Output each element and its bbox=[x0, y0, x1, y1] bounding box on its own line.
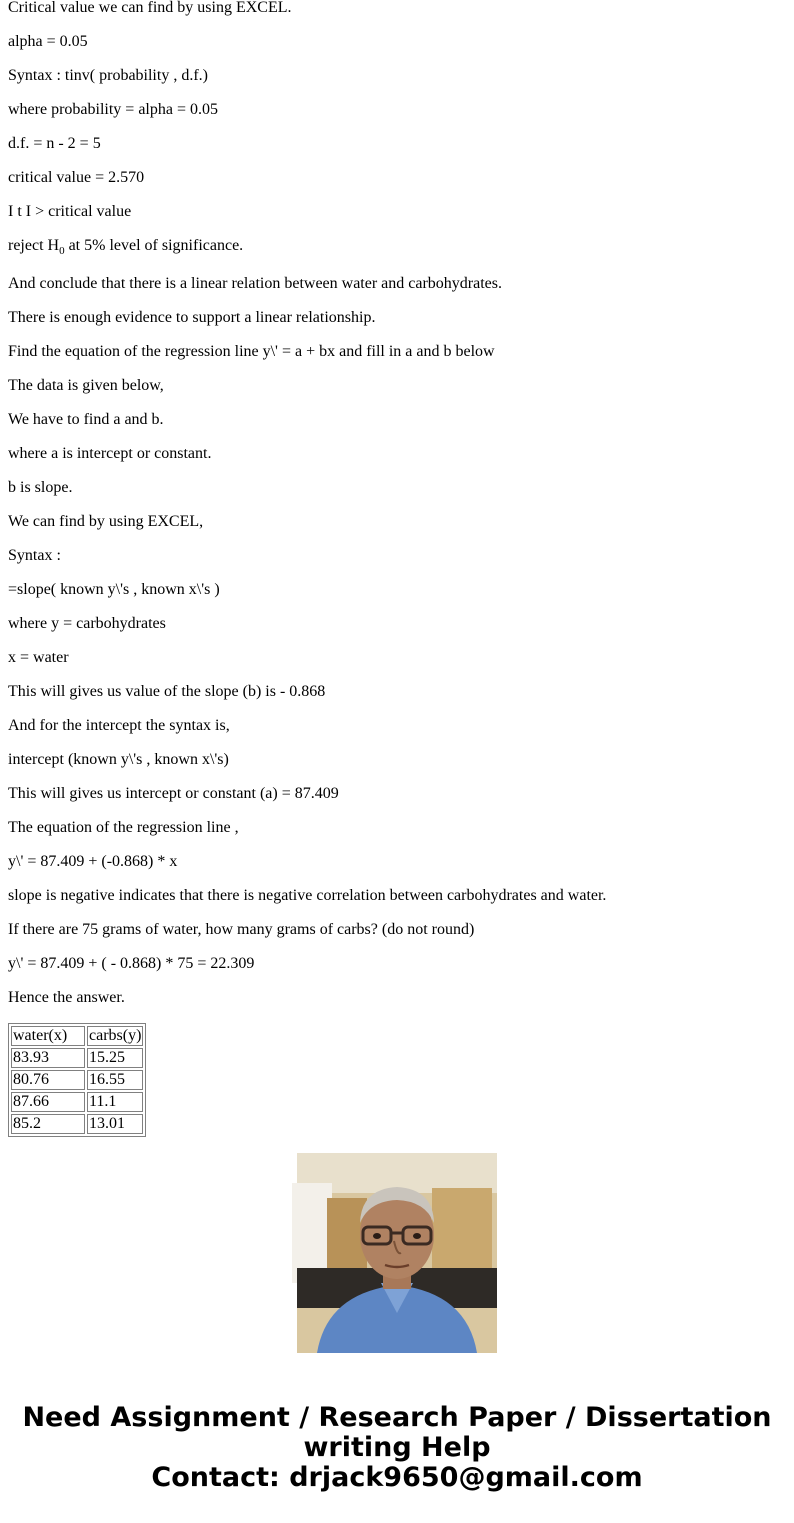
text-line: The equation of the regression line , bbox=[8, 819, 239, 836]
table-row bbox=[11, 1092, 143, 1112]
table-cell: 11.1 bbox=[87, 1092, 143, 1112]
text-line: And for the intercept the syntax is, bbox=[8, 717, 230, 734]
text-line: The data is given below, bbox=[8, 377, 164, 394]
text-line: There is enough evidence to support a linear relationship. bbox=[8, 309, 376, 326]
text-line: y\' = 87.409 + ( - 0.868) * 75 = 22.309 bbox=[8, 955, 255, 972]
table-cell: 85.2 bbox=[11, 1114, 85, 1134]
text-line: I t I > critical value bbox=[8, 203, 132, 220]
text-line: Hence the answer. bbox=[8, 989, 125, 1006]
promo-line: Need Assignment / Research Paper / Dissertation bbox=[22, 1402, 772, 1433]
column-header-water: water(x) bbox=[11, 1026, 85, 1046]
table-cell: 87.66 bbox=[11, 1092, 85, 1112]
text-line: where probability = alpha = 0.05 bbox=[8, 101, 218, 118]
solution-text bbox=[8, 0, 788, 1022]
table-cell: 80.76 bbox=[11, 1070, 85, 1090]
text-line: And conclude that there is a linear relation between water and carbohydrates. bbox=[8, 275, 503, 292]
author-portrait bbox=[297, 1153, 497, 1353]
portrait-photo bbox=[297, 1153, 497, 1353]
text-line: alpha = 0.05 bbox=[8, 33, 88, 50]
text-line: d.f. = n - 2 = 5 bbox=[8, 135, 101, 152]
promo-banner bbox=[0, 1403, 794, 1493]
text-line: b is slope. bbox=[8, 479, 73, 496]
text-line: =slope( known y\'s , known x\'s ) bbox=[8, 581, 220, 598]
promo-contact: Contact: drjack9650@gmail.com bbox=[151, 1462, 643, 1493]
text-line: We have to find a and b. bbox=[8, 411, 164, 428]
reject-suffix: at 5% level of significance. bbox=[64, 237, 244, 254]
table-row bbox=[11, 1114, 143, 1134]
text-line: intercept (known y\'s , known x\'s) bbox=[8, 751, 229, 768]
text-line: Critical value we can find by using EXCEL. bbox=[8, 0, 292, 16]
table-row bbox=[11, 1070, 143, 1090]
text-line: x = water bbox=[8, 649, 69, 666]
table-cell: 16.55 bbox=[87, 1070, 143, 1090]
text-line: We can find by using EXCEL, bbox=[8, 513, 204, 530]
reject-prefix: reject H bbox=[8, 237, 60, 254]
table-cell: 15.25 bbox=[87, 1048, 143, 1068]
column-header-carbs: carbs(y) bbox=[89, 1027, 142, 1044]
table-cell: 83.93 bbox=[11, 1048, 85, 1068]
promo-line: writing Help bbox=[303, 1432, 491, 1463]
table-row bbox=[11, 1048, 143, 1068]
text-line: y\' = 87.409 + (-0.868) * x bbox=[8, 853, 178, 870]
data-table-viewport[interactable] bbox=[8, 1023, 148, 1132]
h0-subscript: 0 bbox=[59, 245, 65, 257]
text-line: slope is negative indicates that there is negative correlation between carbohydrates and water. bbox=[8, 887, 607, 904]
text-line: Syntax : bbox=[8, 547, 61, 564]
table-cell: 13.01 bbox=[87, 1114, 143, 1134]
reject-h0-line bbox=[8, 236, 788, 274]
text-line: If there are 75 grams of water, how many grams of carbs? (do not round) bbox=[8, 921, 475, 938]
text-line: This will gives us intercept or constant (a) = 87.409 bbox=[8, 785, 339, 802]
text-line: Syntax : tinv( probability , d.f.) bbox=[8, 67, 208, 84]
text-line: critical value = 2.570 bbox=[8, 169, 145, 186]
data-table bbox=[8, 1023, 146, 1137]
text-line: where y = carbohydrates bbox=[8, 615, 166, 632]
table-header-row bbox=[11, 1026, 143, 1046]
text-line: where a is intercept or constant. bbox=[8, 445, 212, 462]
text-line: Find the equation of the regression line y\' = a + bx and fill in a and b below bbox=[8, 343, 495, 360]
text-line: This will gives us value of the slope (b) is - 0.868 bbox=[8, 683, 326, 700]
